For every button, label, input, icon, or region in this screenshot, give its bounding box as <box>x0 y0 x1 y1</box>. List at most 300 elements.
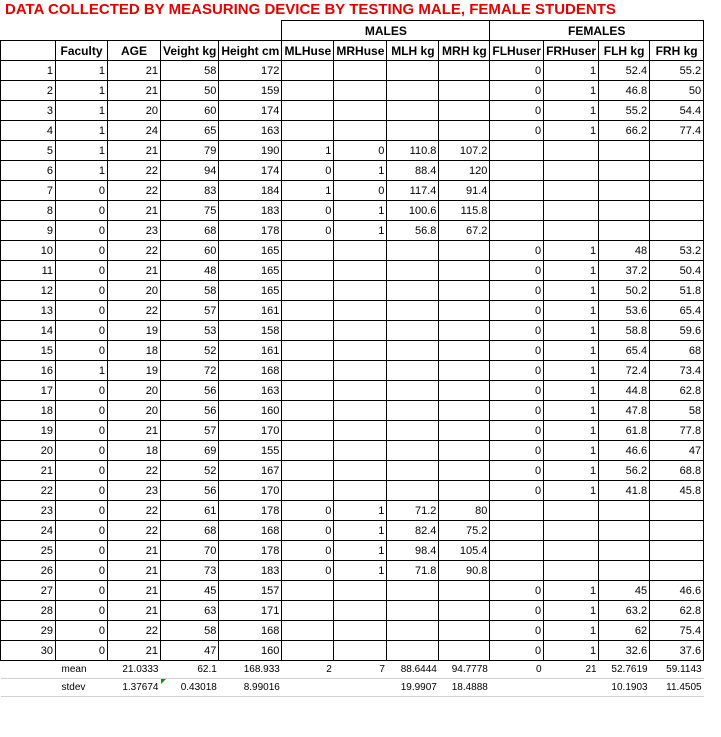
data-cell[interactable] <box>544 501 599 521</box>
data-cell[interactable] <box>387 101 439 121</box>
data-cell[interactable]: 1 <box>544 61 599 81</box>
data-cell[interactable]: 73 <box>161 561 219 581</box>
data-cell[interactable]: 174 <box>219 161 282 181</box>
data-cell[interactable]: 165 <box>219 261 282 281</box>
data-cell[interactable] <box>650 181 704 201</box>
data-cell[interactable] <box>387 121 439 141</box>
data-cell[interactable] <box>599 501 650 521</box>
data-cell[interactable] <box>439 421 490 441</box>
data-cell[interactable]: 0 <box>490 241 544 261</box>
data-cell[interactable]: 68 <box>161 221 219 241</box>
data-cell[interactable]: 1 <box>334 201 387 221</box>
data-cell[interactable] <box>599 201 650 221</box>
column-header[interactable]: MRHuse <box>334 41 387 61</box>
data-cell[interactable] <box>544 541 599 561</box>
data-cell[interactable] <box>439 361 490 381</box>
data-cell[interactable]: 0 <box>490 61 544 81</box>
data-cell[interactable] <box>544 141 599 161</box>
data-cell[interactable]: 190 <box>219 141 282 161</box>
data-cell[interactable]: 58 <box>650 401 704 421</box>
data-cell[interactable]: 46.6 <box>650 581 704 601</box>
data-cell[interactable] <box>599 561 650 581</box>
row-number[interactable]: 27 <box>1 581 56 601</box>
row-number[interactable]: 28 <box>1 601 56 621</box>
data-cell[interactable]: 1 <box>544 621 599 641</box>
data-cell[interactable] <box>599 141 650 161</box>
data-cell[interactable]: 0 <box>56 501 108 521</box>
data-cell[interactable]: 75.2 <box>439 521 490 541</box>
data-cell[interactable]: 48 <box>161 261 219 281</box>
data-cell[interactable]: 55.2 <box>599 101 650 121</box>
data-cell[interactable]: 51.8 <box>650 281 704 301</box>
data-cell[interactable] <box>282 421 334 441</box>
data-cell[interactable]: 0 <box>282 201 334 221</box>
stat-cell[interactable]: 88.6444 <box>387 661 439 679</box>
row-number[interactable]: 14 <box>1 321 56 341</box>
row-number[interactable]: 1 <box>1 61 56 81</box>
data-cell[interactable] <box>282 101 334 121</box>
data-cell[interactable] <box>334 101 387 121</box>
data-cell[interactable]: 22 <box>108 521 161 541</box>
data-cell[interactable]: 45 <box>161 581 219 601</box>
data-cell[interactable]: 47.8 <box>599 401 650 421</box>
data-cell[interactable]: 160 <box>219 401 282 421</box>
data-cell[interactable] <box>334 321 387 341</box>
data-cell[interactable]: 107.2 <box>439 141 490 161</box>
data-cell[interactable]: 178 <box>219 221 282 241</box>
stat-label[interactable]: stdev <box>56 679 108 697</box>
data-cell[interactable]: 0 <box>56 401 108 421</box>
data-cell[interactable]: 1 <box>544 241 599 261</box>
data-cell[interactable]: 1 <box>544 381 599 401</box>
data-cell[interactable]: 48 <box>599 241 650 261</box>
data-cell[interactable] <box>282 581 334 601</box>
data-cell[interactable]: 23 <box>108 221 161 241</box>
data-cell[interactable]: 68 <box>161 521 219 541</box>
data-cell[interactable]: 57 <box>161 421 219 441</box>
data-cell[interactable] <box>334 441 387 461</box>
column-header[interactable]: FRHuser <box>544 41 599 61</box>
data-cell[interactable]: 56.2 <box>599 461 650 481</box>
data-cell[interactable]: 0 <box>56 581 108 601</box>
data-cell[interactable]: 0 <box>282 221 334 241</box>
data-cell[interactable]: 53.6 <box>599 301 650 321</box>
data-cell[interactable]: 21 <box>108 61 161 81</box>
data-cell[interactable]: 61.8 <box>599 421 650 441</box>
data-cell[interactable]: 46.6 <box>599 441 650 461</box>
data-cell[interactable] <box>387 461 439 481</box>
data-cell[interactable] <box>490 201 544 221</box>
data-cell[interactable]: 63.2 <box>599 601 650 621</box>
data-cell[interactable] <box>282 281 334 301</box>
data-cell[interactable] <box>490 561 544 581</box>
data-cell[interactable]: 18 <box>108 341 161 361</box>
data-cell[interactable]: 0 <box>490 321 544 341</box>
data-cell[interactable] <box>387 381 439 401</box>
data-cell[interactable]: 0 <box>490 401 544 421</box>
data-cell[interactable] <box>282 121 334 141</box>
data-cell[interactable]: 62 <box>599 621 650 641</box>
data-cell[interactable]: 88.4 <box>387 161 439 181</box>
data-cell[interactable] <box>334 241 387 261</box>
data-cell[interactable] <box>439 581 490 601</box>
data-cell[interactable]: 20 <box>108 381 161 401</box>
data-cell[interactable]: 61 <box>161 501 219 521</box>
data-cell[interactable]: 0 <box>282 561 334 581</box>
data-cell[interactable]: 1 <box>544 121 599 141</box>
data-cell[interactable]: 0 <box>334 181 387 201</box>
stat-cell[interactable] <box>490 679 544 697</box>
row-number[interactable]: 18 <box>1 401 56 421</box>
data-cell[interactable] <box>282 601 334 621</box>
data-cell[interactable] <box>490 541 544 561</box>
data-cell[interactable]: 21 <box>108 641 161 661</box>
row-number[interactable]: 24 <box>1 521 56 541</box>
data-cell[interactable] <box>439 321 490 341</box>
data-cell[interactable]: 41.8 <box>599 481 650 501</box>
data-cell[interactable]: 50.4 <box>650 261 704 281</box>
data-cell[interactable]: 77.4 <box>650 121 704 141</box>
row-number[interactable]: 3 <box>1 101 56 121</box>
data-cell[interactable]: 22 <box>108 181 161 201</box>
data-cell[interactable]: 50 <box>161 81 219 101</box>
data-cell[interactable]: 0 <box>490 121 544 141</box>
data-cell[interactable] <box>599 521 650 541</box>
column-header[interactable]: Faculty <box>56 41 108 61</box>
data-cell[interactable]: 115.8 <box>439 201 490 221</box>
data-cell[interactable]: 1 <box>56 361 108 381</box>
data-cell[interactable]: 69 <box>161 441 219 461</box>
data-cell[interactable]: 19 <box>108 361 161 381</box>
data-cell[interactable] <box>490 141 544 161</box>
row-number[interactable]: 9 <box>1 221 56 241</box>
data-cell[interactable]: 0 <box>56 601 108 621</box>
data-cell[interactable]: 1 <box>56 121 108 141</box>
data-cell[interactable] <box>439 341 490 361</box>
data-cell[interactable]: 0 <box>490 361 544 381</box>
row-number[interactable]: 7 <box>1 181 56 201</box>
data-cell[interactable]: 75.4 <box>650 621 704 641</box>
data-cell[interactable]: 1 <box>56 141 108 161</box>
stat-cell[interactable]: 1.37674 <box>108 679 161 697</box>
data-cell[interactable]: 1 <box>334 561 387 581</box>
stat-cell[interactable]: 11.4505 <box>650 679 704 697</box>
data-cell[interactable] <box>439 241 490 261</box>
data-cell[interactable]: 1 <box>544 321 599 341</box>
stat-cell[interactable]: 21.0333 <box>108 661 161 679</box>
data-cell[interactable]: 79 <box>161 141 219 161</box>
data-cell[interactable] <box>387 261 439 281</box>
data-cell[interactable] <box>334 461 387 481</box>
data-cell[interactable] <box>650 561 704 581</box>
data-cell[interactable] <box>282 441 334 461</box>
data-cell[interactable]: 75 <box>161 201 219 221</box>
data-cell[interactable]: 0 <box>56 241 108 261</box>
data-cell[interactable]: 1 <box>56 81 108 101</box>
data-cell[interactable] <box>490 181 544 201</box>
data-cell[interactable] <box>544 201 599 221</box>
row-number[interactable]: 17 <box>1 381 56 401</box>
data-cell[interactable] <box>334 81 387 101</box>
stat-cell[interactable]: 8.99016 <box>219 679 282 697</box>
data-cell[interactable]: 56 <box>161 381 219 401</box>
stat-cell[interactable]: 52.7619 <box>599 661 650 679</box>
data-cell[interactable]: 0 <box>56 381 108 401</box>
row-number[interactable]: 13 <box>1 301 56 321</box>
row-number[interactable]: 26 <box>1 561 56 581</box>
data-cell[interactable] <box>282 361 334 381</box>
data-cell[interactable]: 168 <box>219 521 282 541</box>
data-cell[interactable]: 0 <box>56 441 108 461</box>
data-cell[interactable] <box>439 601 490 621</box>
stat-cell[interactable]: 168.933 <box>219 661 282 679</box>
row-number[interactable]: 2 <box>1 81 56 101</box>
data-cell[interactable]: 0 <box>282 521 334 541</box>
data-cell[interactable]: 20 <box>108 401 161 421</box>
data-cell[interactable]: 0 <box>56 221 108 241</box>
data-cell[interactable]: 174 <box>219 101 282 121</box>
data-cell[interactable]: 161 <box>219 341 282 361</box>
data-cell[interactable] <box>387 361 439 381</box>
data-cell[interactable] <box>282 241 334 261</box>
row-number[interactable]: 29 <box>1 621 56 641</box>
data-cell[interactable]: 0 <box>490 601 544 621</box>
data-cell[interactable]: 22 <box>108 501 161 521</box>
data-cell[interactable]: 21 <box>108 601 161 621</box>
data-cell[interactable]: 1 <box>544 421 599 441</box>
stat-cell[interactable] <box>282 679 334 697</box>
data-cell[interactable]: 37.2 <box>599 261 650 281</box>
data-cell[interactable] <box>334 301 387 321</box>
data-cell[interactable] <box>334 121 387 141</box>
data-cell[interactable]: 167 <box>219 461 282 481</box>
data-cell[interactable]: 65.4 <box>650 301 704 321</box>
data-cell[interactable]: 0 <box>56 641 108 661</box>
row-number[interactable]: 30 <box>1 641 56 661</box>
column-header[interactable]: FRH kg <box>650 41 704 61</box>
data-cell[interactable]: 0 <box>334 141 387 161</box>
data-cell[interactable]: 0 <box>56 341 108 361</box>
data-cell[interactable] <box>334 641 387 661</box>
data-cell[interactable] <box>387 441 439 461</box>
column-header[interactable]: MLHuse <box>282 41 334 61</box>
data-cell[interactable]: 0 <box>490 281 544 301</box>
data-cell[interactable]: 56.8 <box>387 221 439 241</box>
data-cell[interactable] <box>334 421 387 441</box>
data-cell[interactable]: 58 <box>161 61 219 81</box>
data-cell[interactable]: 21 <box>108 581 161 601</box>
column-header[interactable]: FLHuser <box>490 41 544 61</box>
column-header[interactable]: Height cm <box>219 41 282 61</box>
data-cell[interactable]: 165 <box>219 241 282 261</box>
data-cell[interactable] <box>282 321 334 341</box>
data-cell[interactable]: 184 <box>219 181 282 201</box>
data-cell[interactable] <box>439 621 490 641</box>
data-cell[interactable]: 0 <box>490 641 544 661</box>
data-cell[interactable]: 168 <box>219 361 282 381</box>
data-cell[interactable] <box>439 641 490 661</box>
data-cell[interactable] <box>282 81 334 101</box>
data-cell[interactable]: 32.6 <box>599 641 650 661</box>
data-cell[interactable]: 0 <box>490 81 544 101</box>
data-cell[interactable] <box>490 501 544 521</box>
data-cell[interactable] <box>650 221 704 241</box>
data-cell[interactable] <box>387 401 439 421</box>
data-cell[interactable]: 21 <box>108 141 161 161</box>
data-cell[interactable] <box>387 581 439 601</box>
data-cell[interactable] <box>334 341 387 361</box>
data-cell[interactable] <box>334 61 387 81</box>
data-cell[interactable] <box>439 81 490 101</box>
data-cell[interactable] <box>282 301 334 321</box>
data-cell[interactable] <box>439 441 490 461</box>
data-cell[interactable]: 1 <box>544 481 599 501</box>
data-cell[interactable]: 45 <box>599 581 650 601</box>
data-cell[interactable]: 165 <box>219 281 282 301</box>
data-cell[interactable] <box>387 281 439 301</box>
stat-cell[interactable]: 10.1903 <box>599 679 650 697</box>
data-cell[interactable] <box>282 641 334 661</box>
stat-spacer[interactable] <box>1 679 56 697</box>
data-cell[interactable]: 52 <box>161 461 219 481</box>
data-cell[interactable]: 0 <box>282 541 334 561</box>
data-cell[interactable]: 0 <box>282 161 334 181</box>
data-cell[interactable]: 160 <box>219 641 282 661</box>
data-cell[interactable]: 50 <box>650 81 704 101</box>
row-number[interactable]: 10 <box>1 241 56 261</box>
data-cell[interactable]: 1 <box>544 401 599 421</box>
data-cell[interactable]: 1 <box>544 101 599 121</box>
row-number[interactable]: 21 <box>1 461 56 481</box>
column-header[interactable]: MLH kg <box>387 41 439 61</box>
column-header[interactable]: Veight kg <box>161 41 219 61</box>
data-cell[interactable]: 183 <box>219 561 282 581</box>
data-cell[interactable] <box>282 261 334 281</box>
data-cell[interactable]: 21 <box>108 261 161 281</box>
data-cell[interactable]: 0 <box>56 621 108 641</box>
data-cell[interactable]: 0 <box>56 321 108 341</box>
data-cell[interactable]: 157 <box>219 581 282 601</box>
data-cell[interactable]: 80 <box>439 501 490 521</box>
data-cell[interactable]: 50.2 <box>599 281 650 301</box>
corner-cell[interactable] <box>1 41 56 61</box>
data-cell[interactable]: 71.2 <box>387 501 439 521</box>
data-cell[interactable]: 1 <box>544 641 599 661</box>
data-cell[interactable]: 1 <box>544 461 599 481</box>
data-cell[interactable] <box>544 521 599 541</box>
data-cell[interactable]: 47 <box>650 441 704 461</box>
data-cell[interactable]: 1 <box>282 141 334 161</box>
data-cell[interactable]: 1 <box>544 581 599 601</box>
data-cell[interactable] <box>544 221 599 241</box>
data-cell[interactable] <box>387 481 439 501</box>
data-cell[interactable]: 22 <box>108 621 161 641</box>
data-cell[interactable]: 72.4 <box>599 361 650 381</box>
data-cell[interactable]: 83 <box>161 181 219 201</box>
data-cell[interactable]: 72 <box>161 361 219 381</box>
data-cell[interactable]: 1 <box>334 221 387 241</box>
data-cell[interactable]: 0 <box>56 561 108 581</box>
data-cell[interactable]: 1 <box>334 501 387 521</box>
data-cell[interactable]: 0 <box>56 521 108 541</box>
data-cell[interactable]: 21 <box>108 561 161 581</box>
data-cell[interactable]: 62.8 <box>650 381 704 401</box>
data-cell[interactable]: 0 <box>56 281 108 301</box>
data-cell[interactable]: 120 <box>439 161 490 181</box>
data-cell[interactable]: 91.4 <box>439 181 490 201</box>
data-cell[interactable]: 1 <box>56 101 108 121</box>
data-cell[interactable] <box>439 301 490 321</box>
data-cell[interactable] <box>544 561 599 581</box>
stat-cell[interactable]: 0.43018 <box>161 679 219 697</box>
data-cell[interactable] <box>334 581 387 601</box>
data-cell[interactable]: 183 <box>219 201 282 221</box>
data-cell[interactable]: 0 <box>56 481 108 501</box>
data-cell[interactable]: 161 <box>219 301 282 321</box>
data-cell[interactable]: 0 <box>56 201 108 221</box>
data-cell[interactable] <box>650 541 704 561</box>
column-header[interactable]: FLH kg <box>599 41 650 61</box>
data-cell[interactable]: 55.2 <box>650 61 704 81</box>
data-cell[interactable]: 1 <box>544 361 599 381</box>
data-cell[interactable] <box>439 381 490 401</box>
data-cell[interactable] <box>439 481 490 501</box>
data-cell[interactable]: 1 <box>544 341 599 361</box>
data-cell[interactable]: 1 <box>544 601 599 621</box>
data-cell[interactable]: 1 <box>56 161 108 181</box>
stat-cell[interactable]: 0 <box>490 661 544 679</box>
data-cell[interactable]: 0 <box>490 381 544 401</box>
data-cell[interactable]: 82.4 <box>387 521 439 541</box>
row-number[interactable]: 8 <box>1 201 56 221</box>
data-cell[interactable]: 1 <box>282 181 334 201</box>
data-cell[interactable]: 0 <box>490 581 544 601</box>
data-cell[interactable]: 53 <box>161 321 219 341</box>
data-cell[interactable]: 68 <box>650 341 704 361</box>
data-cell[interactable] <box>439 101 490 121</box>
data-cell[interactable]: 20 <box>108 281 161 301</box>
data-cell[interactable] <box>439 461 490 481</box>
row-number[interactable]: 4 <box>1 121 56 141</box>
data-cell[interactable] <box>387 621 439 641</box>
stat-cell[interactable] <box>334 679 387 697</box>
data-cell[interactable]: 46.8 <box>599 81 650 101</box>
row-number[interactable]: 23 <box>1 501 56 521</box>
data-cell[interactable]: 163 <box>219 121 282 141</box>
data-cell[interactable] <box>387 321 439 341</box>
row-number[interactable]: 25 <box>1 541 56 561</box>
data-cell[interactable] <box>282 341 334 361</box>
data-cell[interactable]: 58.8 <box>599 321 650 341</box>
data-cell[interactable]: 105.4 <box>439 541 490 561</box>
data-cell[interactable]: 0 <box>56 261 108 281</box>
data-cell[interactable] <box>439 61 490 81</box>
data-cell[interactable]: 59.6 <box>650 321 704 341</box>
data-cell[interactable] <box>282 381 334 401</box>
data-cell[interactable]: 163 <box>219 381 282 401</box>
data-cell[interactable]: 37.6 <box>650 641 704 661</box>
data-cell[interactable] <box>387 641 439 661</box>
data-cell[interactable]: 0 <box>56 461 108 481</box>
data-cell[interactable] <box>490 161 544 181</box>
stat-spacer[interactable] <box>1 661 56 679</box>
data-cell[interactable]: 56 <box>161 401 219 421</box>
data-cell[interactable] <box>599 541 650 561</box>
row-number[interactable]: 20 <box>1 441 56 461</box>
data-cell[interactable]: 23 <box>108 481 161 501</box>
stat-label[interactable]: mean <box>56 661 108 679</box>
data-cell[interactable] <box>334 361 387 381</box>
